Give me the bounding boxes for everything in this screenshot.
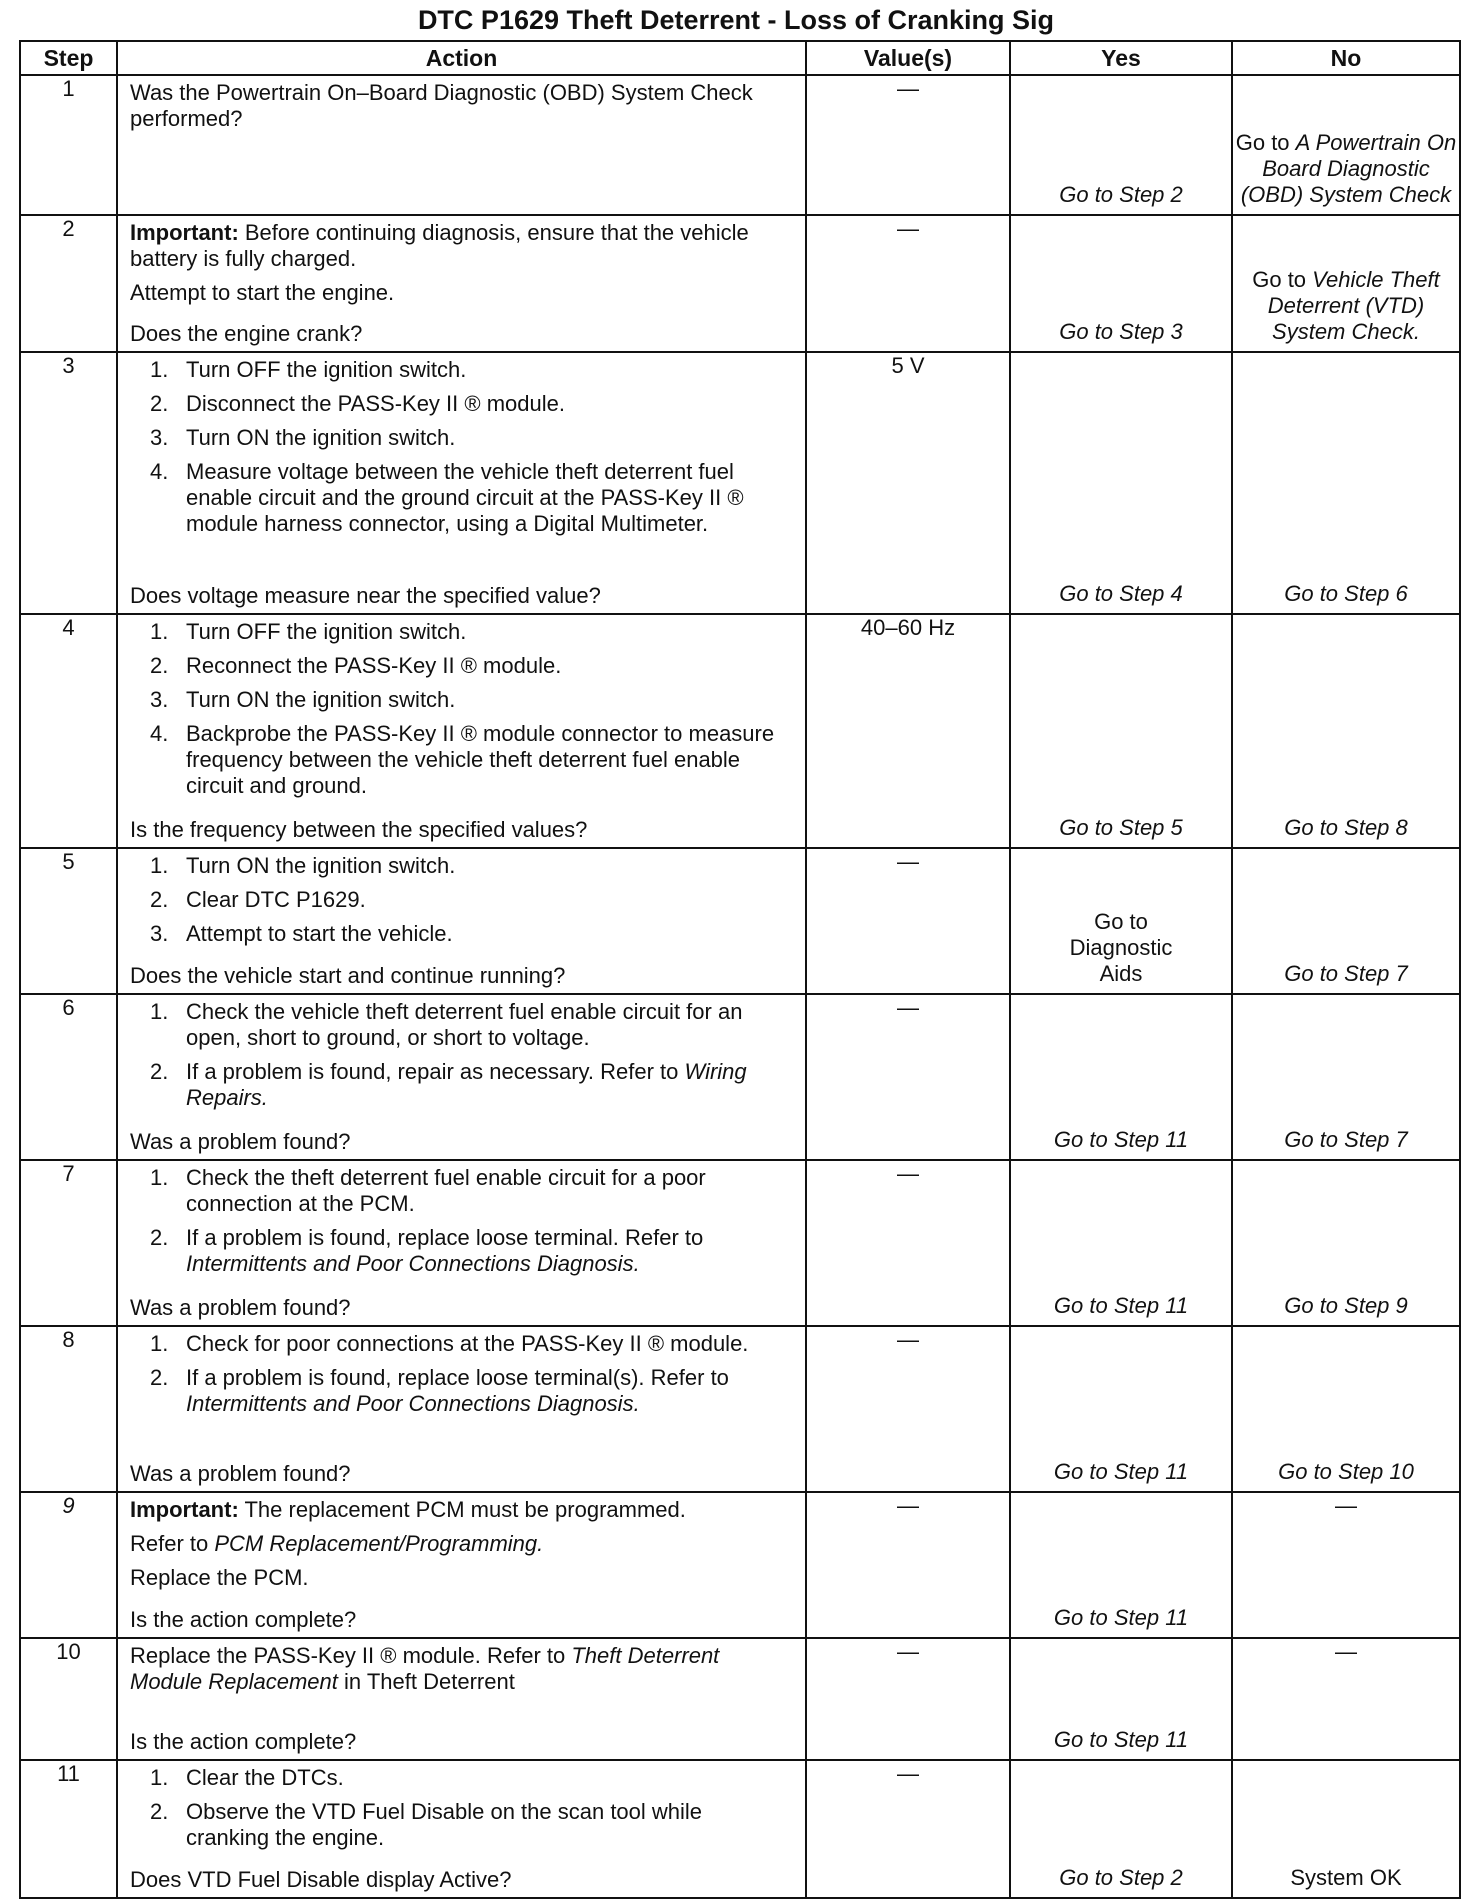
item-text: Measure voltage between the vehicle theft deterrent fuel enable circuit and the ground circuit at the PASS-Key II ® module harness connector, using a Digital Multimeter. — [186, 459, 744, 536]
item-text: Turn ON the ignition switch. — [186, 853, 456, 878]
value-cell: 40–60 Hz — [806, 614, 1010, 848]
list-item — [130, 1365, 791, 1417]
item-text: Turn OFF the ignition switch. — [186, 619, 467, 644]
yes-cell — [1010, 1160, 1232, 1326]
list-item — [130, 721, 791, 799]
step-number: 1 — [20, 75, 117, 215]
yes-cell — [1010, 994, 1232, 1160]
step-number: 7 — [20, 1160, 117, 1326]
item-number: 2. — [150, 1225, 169, 1250]
value-cell: — — [806, 1326, 1010, 1492]
header-no: No — [1232, 41, 1460, 75]
list-item — [130, 425, 791, 451]
table-row-8 — [20, 1326, 1460, 1492]
action-question: Is the action complete? — [130, 1607, 357, 1632]
item-number: 2. — [150, 653, 169, 678]
action-cell — [117, 994, 806, 1160]
list-item — [130, 1059, 791, 1111]
no-link[interactable]: Go to Step 9 — [1284, 1293, 1408, 1318]
header-value: Value(s) — [806, 41, 1010, 75]
table-row-10 — [20, 1638, 1460, 1760]
list-item — [130, 459, 791, 537]
step-number: 3 — [20, 352, 117, 614]
step-number: 5 — [20, 848, 117, 994]
item-number: 1. — [150, 853, 169, 878]
action-text: Replace the PASS-Key II ® module. Refer to — [130, 1643, 572, 1668]
no-cell: — — [1232, 1492, 1460, 1638]
header-action: Action — [117, 41, 806, 75]
item-text: If a problem is found, replace loose terminal(s). Refer to — [186, 1365, 729, 1390]
no-cell — [1232, 215, 1460, 352]
item-text: If a problem is found, replace loose terminal. Refer to — [186, 1225, 704, 1250]
no-cell — [1232, 614, 1460, 848]
item-text: Attempt to start the vehicle. — [186, 921, 453, 946]
step-number: 10 — [20, 1638, 117, 1760]
yes-cell — [1010, 75, 1232, 215]
action-question: Was a problem found? — [130, 1129, 351, 1154]
action-steps — [130, 357, 791, 545]
list-item — [130, 853, 791, 879]
action-cell — [117, 614, 806, 848]
table-row-7 — [20, 1160, 1460, 1326]
value-cell: — — [806, 1638, 1010, 1760]
important-note — [130, 1497, 791, 1523]
no-cell — [1232, 1326, 1460, 1492]
step-number: 6 — [20, 994, 117, 1160]
yes-cell — [1010, 352, 1232, 614]
yes-cell — [1010, 215, 1232, 352]
yes-link[interactable]: Go to Step 11 — [1053, 1605, 1189, 1630]
item-number: 1. — [150, 1765, 169, 1790]
action-line: Replace the PCM. — [130, 1565, 309, 1590]
value-cell: — — [806, 848, 1010, 994]
no-link-target: Vehicle Theft Deterrent (VTD) System Check. — [1267, 267, 1440, 344]
reference-link[interactable]: PCM Replacement/Programming. — [214, 1531, 544, 1556]
list-item — [130, 1331, 791, 1357]
list-item — [130, 391, 791, 417]
yes-link[interactable]: Go to Step 4 — [1059, 581, 1183, 606]
action-cell — [117, 1638, 806, 1760]
yes-link[interactable]: Go to Step 5 — [1059, 815, 1183, 840]
no-link[interactable]: Go to Step 7 — [1284, 961, 1408, 986]
action-steps — [130, 1165, 791, 1285]
no-result: System OK — [1290, 1865, 1402, 1890]
item-number: 2. — [150, 1799, 169, 1824]
action-question: Does VTD Fuel Disable display Active? — [130, 1867, 512, 1892]
action-question: Does the vehicle start and continue running? — [130, 963, 566, 988]
step-number: 8 — [20, 1326, 117, 1492]
list-item — [130, 1225, 791, 1277]
action-steps — [130, 1331, 791, 1425]
important-label: Important: — [130, 220, 239, 245]
important-text: Before continuing diagnosis, ensure that the vehicle battery is fully charged. — [130, 220, 749, 271]
item-number: 1. — [150, 999, 169, 1024]
reference-link[interactable]: Wiring Repairs. — [186, 1059, 747, 1110]
action-cell — [117, 1492, 806, 1638]
list-item — [130, 921, 791, 947]
no-cell — [1232, 352, 1460, 614]
table-row-4 — [20, 614, 1460, 848]
table-row-3 — [20, 352, 1460, 614]
item-number: 1. — [150, 1165, 169, 1190]
step-number: 4 — [20, 614, 117, 848]
header-row — [20, 41, 1460, 75]
yes-link[interactable]: Go to Step 3 — [1059, 319, 1183, 344]
item-number: 4. — [150, 459, 169, 484]
no-link-target: A Powertrain On Board Diagnostic (OBD) System Check — [1240, 130, 1457, 207]
list-item — [130, 1165, 791, 1217]
table-row-9 — [20, 1492, 1460, 1638]
action-line: Attempt to start the engine. — [130, 280, 395, 305]
reference-prefix: Refer to — [130, 1531, 215, 1556]
header-yes: Yes — [1010, 41, 1232, 75]
no-link[interactable]: Go to Step 10 — [1278, 1459, 1414, 1484]
yes-link[interactable]: Go to Step 11 — [1053, 1293, 1189, 1318]
item-number: 2. — [150, 1365, 169, 1390]
action-cell — [117, 75, 806, 215]
no-cell — [1232, 1760, 1460, 1898]
step-number: 2 — [20, 215, 117, 352]
item-text: Observe the VTD Fuel Disable on the scan tool while cranking the engine. — [186, 1799, 703, 1850]
value-cell: 5 V — [806, 352, 1010, 614]
no-cell — [1232, 75, 1460, 215]
item-number: 1. — [150, 1331, 169, 1356]
page-title: DTC P1629 Theft Deterrent - Loss of Cranking Sig — [417, 5, 1055, 35]
action-line — [130, 1643, 791, 1695]
no-cell: — — [1232, 1638, 1460, 1760]
item-text: Check for poor connections at the PASS-Key II ® module. — [186, 1331, 749, 1356]
action-cell — [117, 1160, 806, 1326]
item-number: 3. — [150, 921, 169, 946]
item-number: 3. — [150, 425, 169, 450]
value-cell: — — [806, 1760, 1010, 1898]
value-cell: — — [806, 1160, 1010, 1326]
action-question: Does voltage measure near the specified value? — [130, 583, 601, 608]
action-question: Does the engine crank? — [130, 321, 363, 346]
action-text: in Theft Deterrent — [337, 1669, 515, 1694]
table-row-6 — [20, 994, 1460, 1160]
list-item — [130, 887, 791, 913]
no-link[interactable]: Go to Step 8 — [1284, 815, 1408, 840]
value-cell: — — [806, 75, 1010, 215]
action-cell — [117, 352, 806, 614]
step-number: 9 — [20, 1492, 117, 1638]
yes-cell — [1010, 1638, 1232, 1760]
action-steps — [130, 853, 791, 955]
header-step: Step — [20, 41, 117, 75]
item-text: Turn ON the ignition switch. — [186, 425, 456, 450]
reference-line — [130, 1531, 791, 1557]
item-text: If a problem is found, repair as necessary. Refer to — [186, 1059, 685, 1084]
action-question: Is the action complete? — [130, 1729, 357, 1754]
list-item — [130, 357, 791, 383]
important-text: The replacement PCM must be programmed. — [238, 1497, 686, 1522]
reference-link[interactable]: Intermittents and Poor Connections Diagnosis. — [186, 1391, 640, 1416]
list-item — [130, 687, 791, 713]
action-question: Was a problem found? — [130, 1461, 351, 1486]
action-question: Is the frequency between the specified values? — [130, 817, 588, 842]
value-cell: — — [806, 1492, 1010, 1638]
step-number: 11 — [20, 1760, 117, 1898]
item-number: 3. — [150, 687, 169, 712]
item-number: 2. — [150, 391, 169, 416]
item-text: Check the theft deterrent fuel enable circuit for a poor connection at the PCM. — [186, 1165, 706, 1216]
no-link[interactable]: Go to Step 6 — [1284, 581, 1408, 606]
list-item — [130, 1765, 791, 1791]
item-number: 2. — [150, 887, 169, 912]
no-link-prefix: Go to — [1252, 267, 1313, 292]
item-text: Turn OFF the ignition switch. — [186, 357, 467, 382]
action-steps — [130, 999, 791, 1119]
action-question: Was a problem found? — [130, 1295, 351, 1320]
action-steps — [130, 619, 791, 807]
yes-cell — [1010, 1492, 1232, 1638]
reference-link[interactable]: Intermittents and Poor Connections Diagnosis. — [186, 1251, 640, 1276]
item-text: Clear the DTCs. — [186, 1765, 344, 1790]
table-row-5 — [20, 848, 1460, 994]
yes-link[interactable]: Go to Step 11 — [1053, 1727, 1189, 1752]
value-cell: — — [806, 215, 1010, 352]
yes-cell — [1010, 848, 1232, 994]
yes-link[interactable]: Go to Step 11 — [1053, 1127, 1189, 1152]
item-text: Check the vehicle theft deterrent fuel enable circuit for an open, short to ground, or short to voltage. — [186, 999, 743, 1050]
no-cell — [1232, 848, 1460, 994]
item-text: Disconnect the PASS-Key II ® module. — [186, 391, 565, 416]
table-row-1 — [20, 75, 1460, 215]
table-row-2 — [20, 215, 1460, 352]
list-item — [130, 653, 791, 679]
important-note — [130, 220, 791, 272]
yes-cell — [1010, 1326, 1232, 1492]
item-text: Backprobe the PASS-Key II ® module connector to measure frequency between the vehicle theft deterrent fuel enable circuit and ground. — [186, 721, 775, 798]
action-steps — [130, 1765, 791, 1859]
no-cell — [1232, 994, 1460, 1160]
yes-link[interactable]: Go to Step 2 — [1059, 1865, 1183, 1890]
no-cell — [1232, 1160, 1460, 1326]
action-cell — [117, 1326, 806, 1492]
value-cell: — — [806, 994, 1010, 1160]
reference-link[interactable]: Theft Deterrent Module Replacement — [130, 1643, 720, 1694]
no-link[interactable] — [1233, 130, 1459, 208]
item-number: 4. — [150, 721, 169, 746]
no-link-prefix: Go to — [1235, 130, 1296, 155]
action-cell — [117, 848, 806, 994]
item-text: Turn ON the ignition switch. — [186, 687, 456, 712]
yes-cell — [1010, 1760, 1232, 1898]
action-cell — [117, 215, 806, 352]
important-label: Important: — [130, 1497, 239, 1522]
yes-link[interactable]: Go to Diagnostic Aids — [1069, 909, 1173, 986]
list-item — [130, 999, 791, 1051]
no-link[interactable] — [1233, 267, 1459, 345]
table-row-11 — [20, 1760, 1460, 1898]
item-text: Reconnect the PASS-Key II ® module. — [186, 653, 562, 678]
yes-cell — [1010, 614, 1232, 848]
item-number: 2. — [150, 1059, 169, 1084]
list-item — [130, 619, 791, 645]
item-text: Clear DTC P1629. — [186, 887, 366, 912]
item-number: 1. — [150, 357, 169, 382]
yes-link[interactable]: Go to Step 11 — [1053, 1459, 1189, 1484]
action-cell — [117, 1760, 806, 1898]
yes-link[interactable]: Go to Step 2 — [1059, 182, 1183, 207]
action-question: Was the Powertrain On–Board Diagnostic (OBD) System Check performed? — [130, 80, 753, 131]
diagnostic-table — [19, 40, 1461, 1899]
no-link[interactable]: Go to Step 7 — [1284, 1127, 1408, 1152]
item-number: 1. — [150, 619, 169, 644]
list-item — [130, 1799, 791, 1851]
